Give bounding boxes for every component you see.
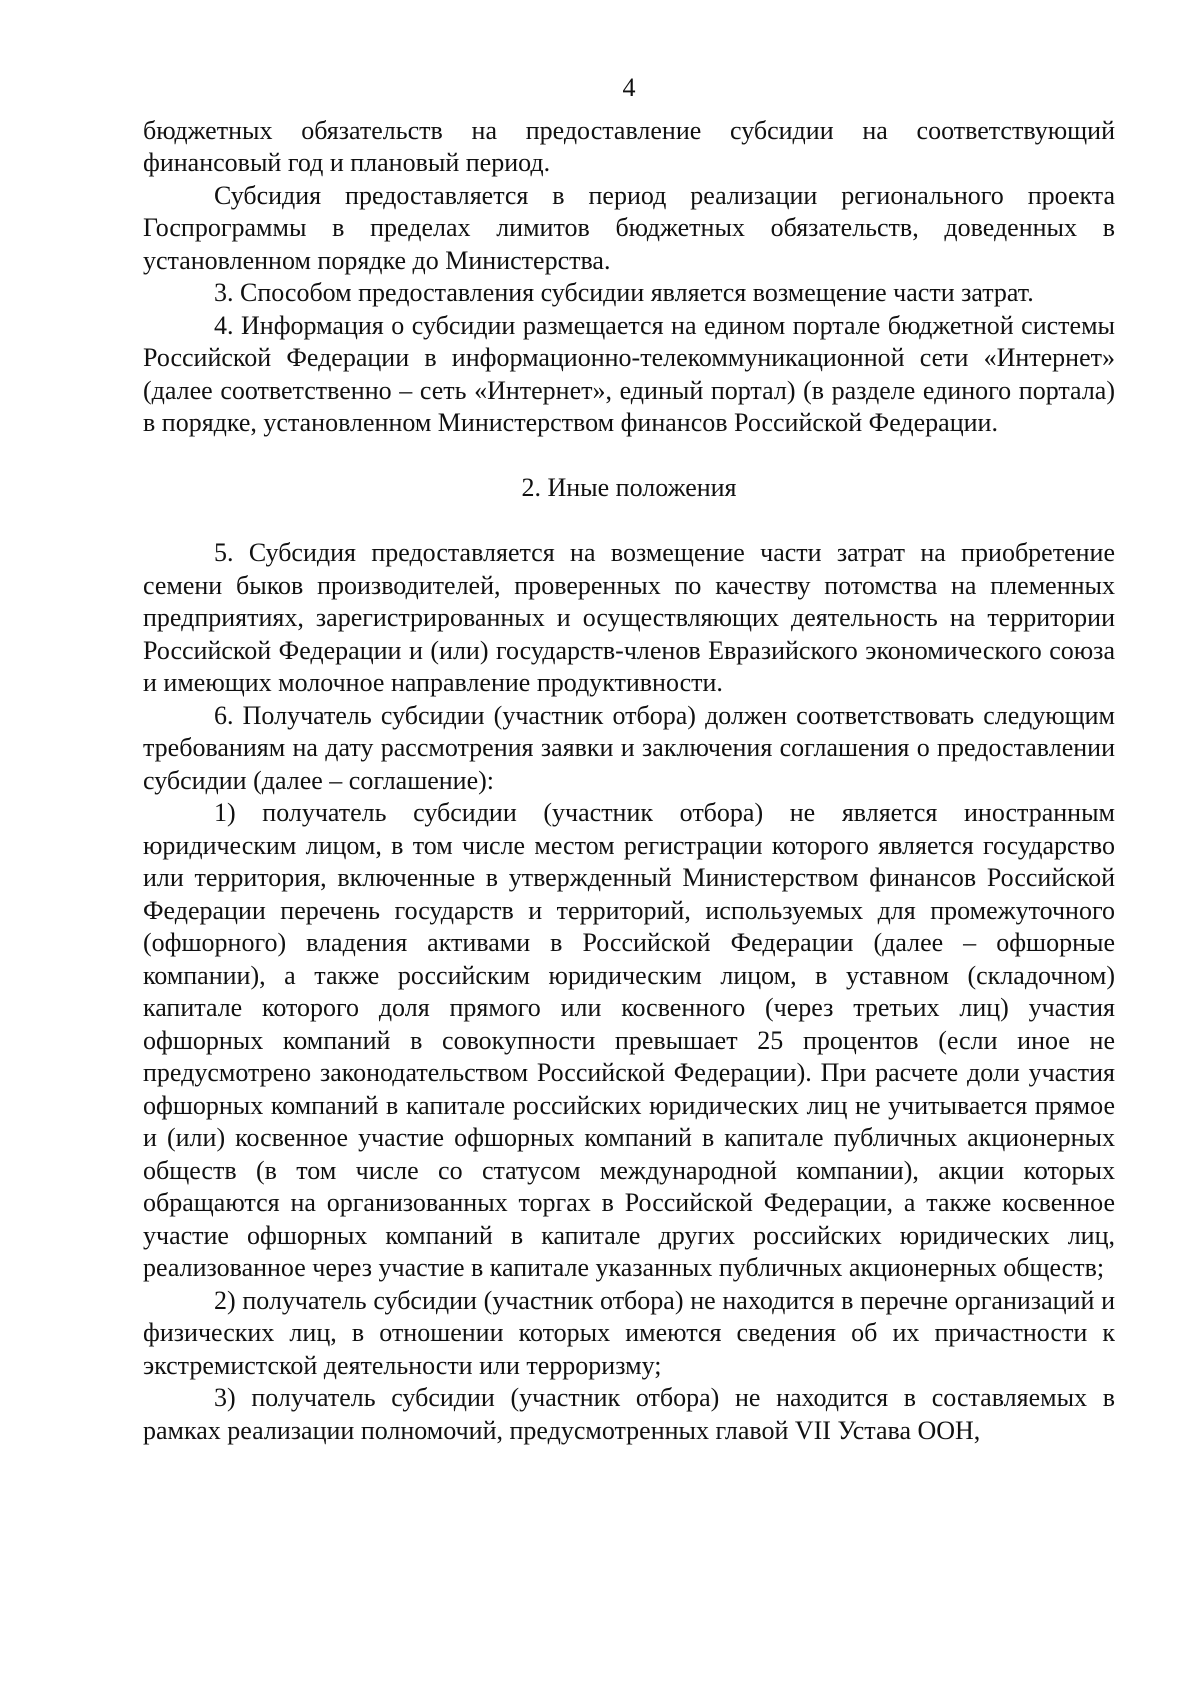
page-number: 4: [622, 73, 636, 102]
list-item: 1) получатель субсидии (участник отбора) не является иностранным юридическим лицом, в том числе местом регистрации которого является государство или территория, включенные в утвержденный Министерством финансов Российской Федерации перечень государств и территорий, используемых для промежуточного (офшорного) владения активами в Российской Федерации (далее – офшорные компании), а также российским юридическим лицом, в уставном (складочном) капитале которого доля прямого или косвенного (через третьих лиц) участия офшорных компаний в совокупности превышает 25 процентов (если иное не предусмотрено законодательством Российской Федерации). При расчете доли участия офшорных компаний в капитале российских юридических лиц не учитывается прямое и (или) косвенное участие офшорных компаний в капитале публичных акционерных обществ (в том числе со статусом международной компании), акции которых обращаются на организованных торгах в Российской Федерации, а также косвенное участие офшорных компаний в капитале других российских юридических лиц, реализованное через участие в капитале указанных публичных акционерных обществ;: [143, 798, 1115, 1282]
section-intro: [143, 115, 1115, 440]
paragraph: Субсидия предоставляется в период реализации регионального проекта Госпрограммы в пределах лимитов бюджетных обязательств, доведенных в установленном порядке до Министерства.: [143, 180, 1115, 275]
paragraph: 3. Способом предоставления субсидии является возмещение части затрат.: [214, 278, 1034, 307]
paragraph: 5. Субсидия предоставляется на возмещение части затрат на приобретение семени быков производителей, проверенных по качеству потомства на племенных предприятиях, зарегистрированных и осуществляющих деятельность на территории Российской Федерации и (или) государств-членов Евразийского экономического союза и имеющих молочное направление продуктивности.: [143, 538, 1115, 697]
list-item: 2) получатель субсидии (участник отбора) не находится в перечне организаций и физических лиц, в отношении которых имеются сведения об их причастности к экстремистской деятельности или терроризму;: [143, 1285, 1115, 1380]
paragraph: 6. Получатель субсидии (участник отбора) должен соответствовать следующим требованиям на дату рассмотрения заявки и заключения соглашения о предоставлении субсидии (далее – соглашение):: [143, 700, 1115, 795]
section-heading: 2. Иные положения: [521, 472, 737, 502]
paragraph: бюджетных обязательств на предоставление субсидии на соответствующий финансовый год и плановый период.: [143, 115, 1115, 177]
paragraph: 4. Информация о субсидии размещается на едином портале бюджетной системы Российской Федерации в информационно-телекоммуникационной сети «Интернет» (далее соответственно – сеть «Интернет», единый портал) (в разделе единого портала) в порядке, установленном Министерством финансов Российской Федерации.: [143, 310, 1115, 437]
section-other-provisions: [143, 537, 1115, 1447]
document-page: [143, 72, 1115, 1632]
list-item: 3) получатель субсидии (участник отбора) не находится в составляемых в рамках реализации полномочий, предусмотренных главой VII Устава ООН,: [143, 1383, 1115, 1445]
